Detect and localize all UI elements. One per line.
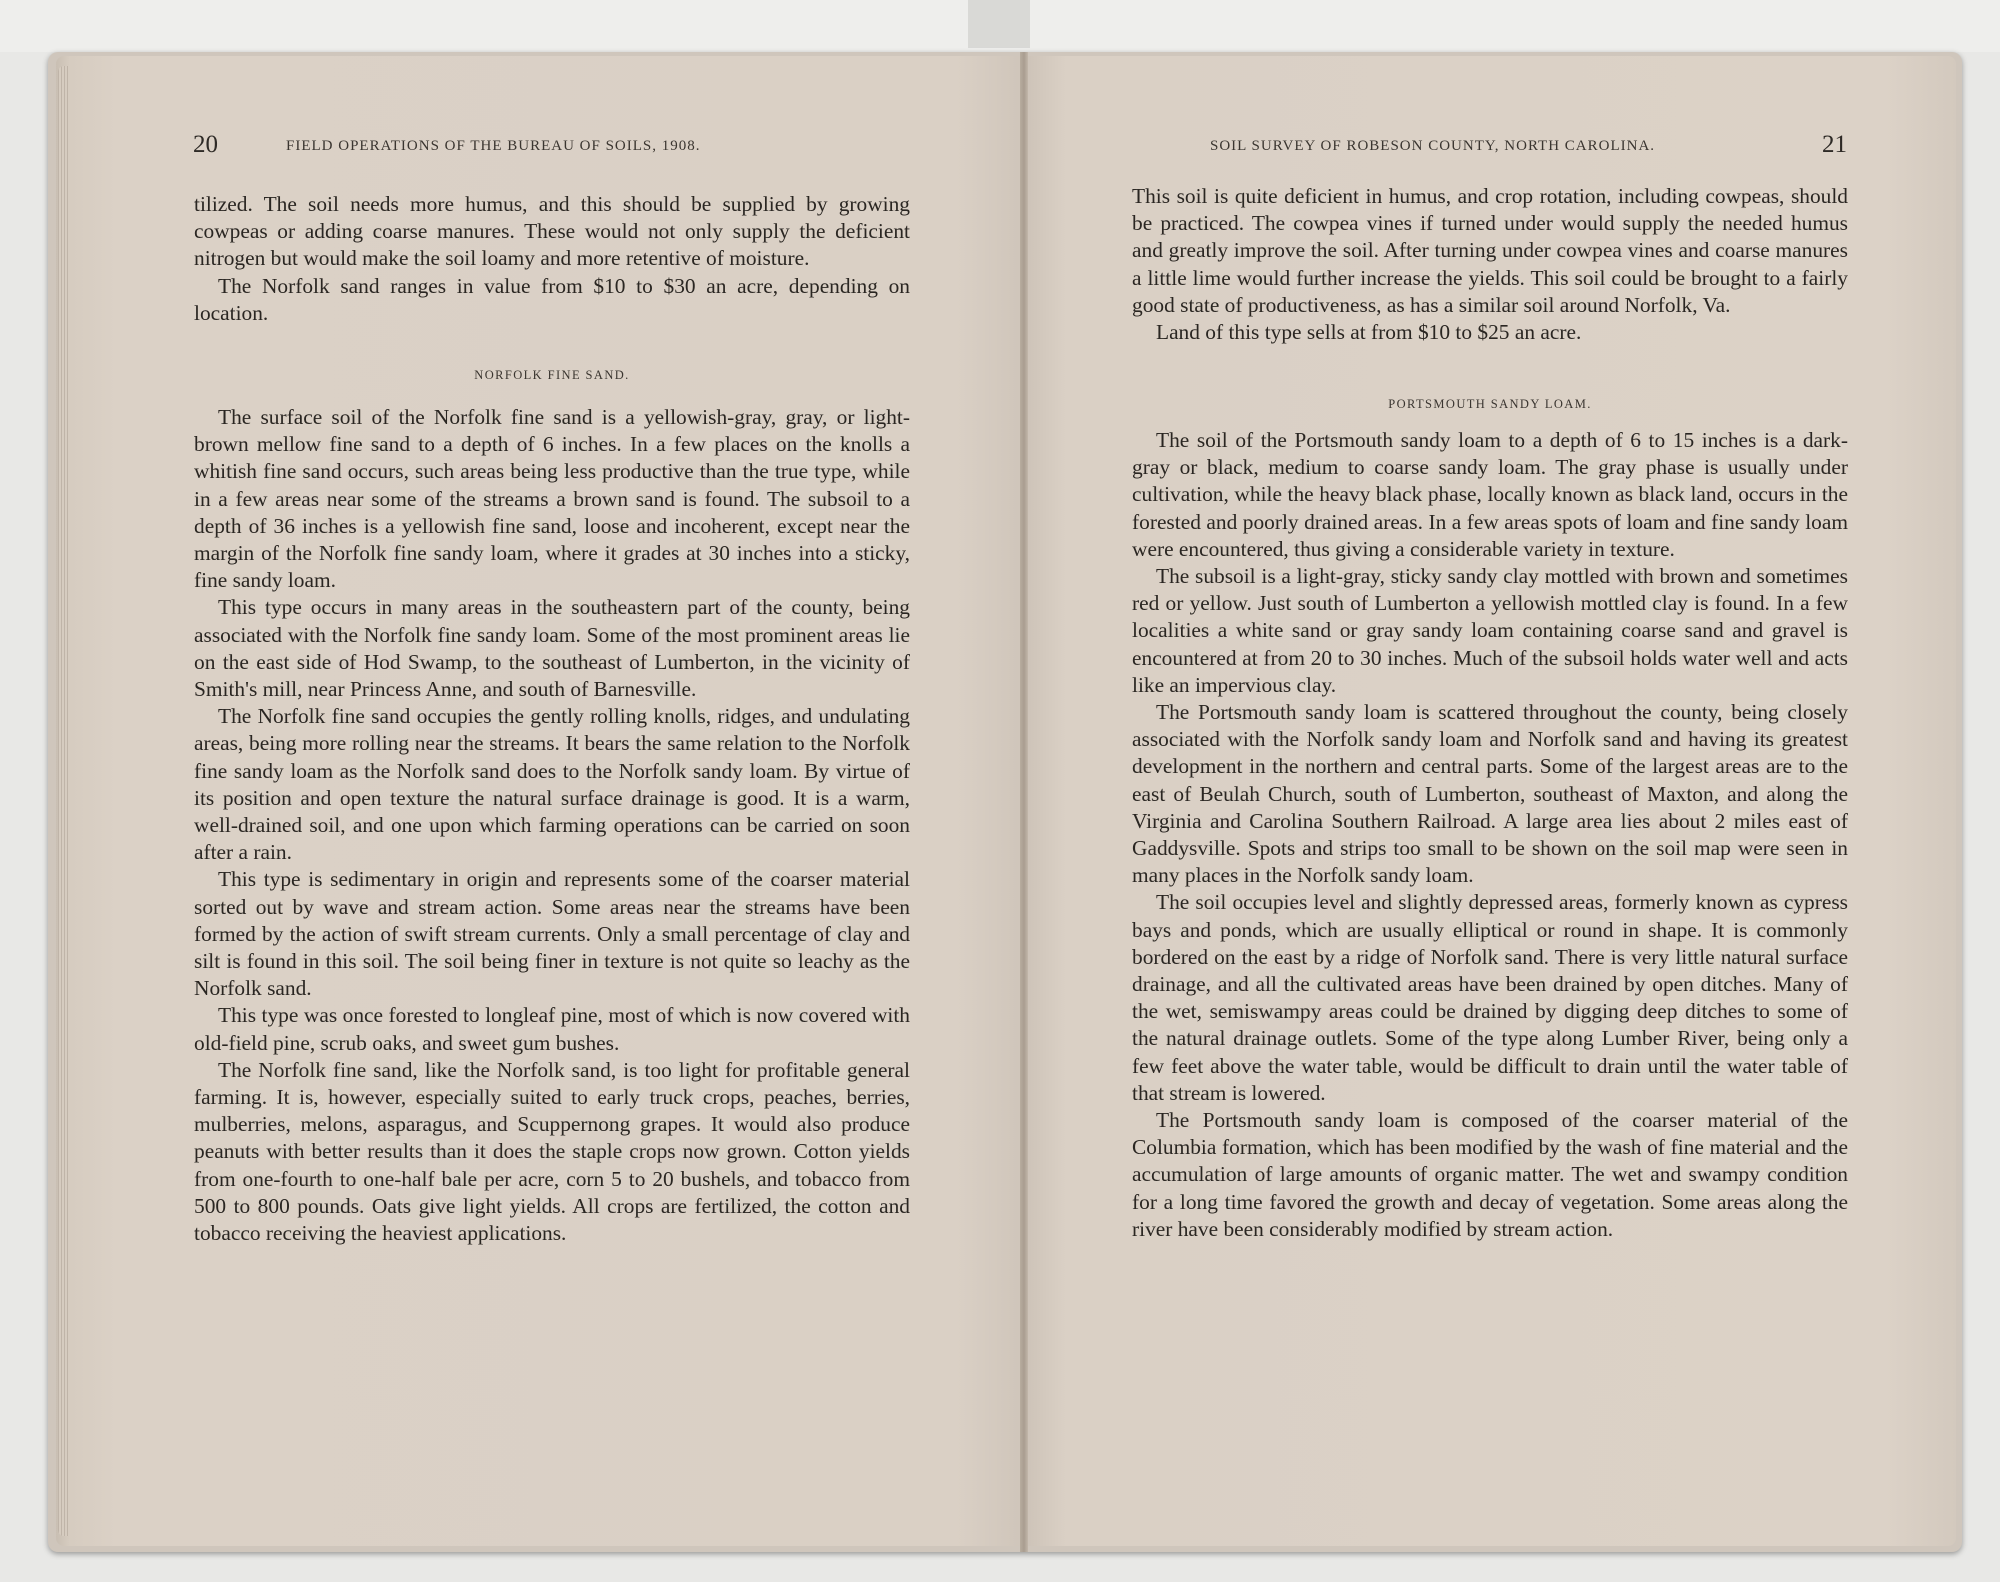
paragraph: The Norfolk fine sand occupies the gently rolling knolls, ridges, and undulating areas, being more rolling near the streams. It bears the same relation to the Norfolk fine sandy loam as the Norfolk sand does to the Norfolk sandy loam. By virtue of its position and open texture the natural surface drainage is good. It is a warm, well-drained soil, and one upon which farming operations can be carried on soon after a rain. <box>194 704 910 865</box>
left-top-text <box>194 191 910 327</box>
left-section-heading: NORFOLK FINE SAND. <box>474 368 630 382</box>
paragraph: tilized. The soil needs more humus, and this should be supplied by growing cowpeas or adding coarse manures. These would not only supply the deficient nitrogen but would make the soil loamy and more retentive of moisture. <box>194 192 910 271</box>
paragraph: The soil of the Portsmouth sandy loam to a depth of 6 to 15 inches is a dark-gray or black, medium to coarse sandy loam. The gray phase is usually under cultivation, while the heavy black phase, locally known as black land, occurs in the forested and poorly drained areas. In a few areas spots of loam and fine sandy loam were encountered, thus giving a considerable variety in texture. <box>1132 428 1848 561</box>
right-running-head: SOIL SURVEY OF ROBESON COUNTY, NORTH CAROLINA. <box>1210 138 1656 154</box>
paragraph: Land of this type sells at from $10 to $25 an acre. <box>1156 320 1582 345</box>
paragraph: The Norfolk sand ranges in value from $10 to $30 an acre, depending on location. <box>194 273 910 325</box>
left-section-text <box>194 404 910 1247</box>
left-running-head: FIELD OPERATIONS OF THE BUREAU OF SOILS, 1908. <box>286 138 701 154</box>
page-stack-edge <box>58 66 70 1536</box>
scan-holder-tab <box>968 0 1030 48</box>
left-page-number: 20 <box>193 131 218 158</box>
right-top-text <box>1132 183 1848 346</box>
paragraph: The subsoil is a light-gray, sticky sandy clay mottled with brown and sometimes red or yellow. Just south of Lumberton a yellowish mottled clay is found. In a few localities a white sand or gray sandy loam containing coarse sand and gravel is encountered at from 20 to 30 inches. Much of the subsoil holds water well and acts like an impervious clay. <box>1132 564 1848 697</box>
paragraph: The surface soil of the Norfolk fine sand is a yellowish-gray, gray, or light-brown mellow fine sand to a depth of 6 inches. In a few places on the knolls a whitish fine sand occurs, such areas being less productive than the true type, while in a few areas near some of the streams a brown sand is found. The subsoil to a depth of 36 inches is a yellowish fine sand, loose and incoherent, except near the margin of the Norfolk fine sandy loam, where it grades at 30 inches into a sticky, fine sandy loam. <box>194 405 910 593</box>
book-gutter <box>1020 52 1028 1552</box>
paragraph: This soil is quite deficient in humus, and crop rotation, including cowpeas, should be practiced. The cowpea vines if turned under would supply the needed humus and greatly improve the soil. After turning under cowpea vines and coarse manures a little lime would further increase the yields. This soil could be brought to a fairly good state of productiveness, as has a similar soil around Norfolk, Va. <box>1132 184 1848 317</box>
paragraph: The Portsmouth sandy loam is scattered throughout the county, being closely associated with the Norfolk sandy loam and Norfolk sand and having its greatest development in the northern and central parts. Some of the largest areas are to the east of Beulah Church, south of Lumberton, southeast of Maxton, and along the Virginia and Carolina Southern Railroad. A large area lies about 2 miles east of Gaddysville. Spots and strips too small to be shown on the soil map were seen in many places in the Norfolk sandy loam. <box>1132 700 1848 888</box>
paragraph: The soil occupies level and slightly depressed areas, formerly known as cypress bays and ponds, which are usually elliptical or round in shape. It is commonly bordered on the east by a ridge of Norfolk sand. There is very little natural surface drainage, and all the cultivated areas have been drained by open ditches. Many of the wet, semiswampy areas could be drained by digging deep ditches to some of the natural drainage outlets. Some of the type along Lumber River, being only a few feet above the water table, would be difficult to drain until the water table of that stream is lowered. <box>1132 890 1848 1105</box>
paragraph: This type was once forested to longleaf pine, most of which is now covered with old-field pine, scrub oaks, and sweet gum bushes. <box>194 1003 910 1055</box>
paragraph: The Norfolk fine sand, like the Norfolk sand, is too light for profitable general farming. It is, however, especially suited to early truck crops, peaches, berries, mulberries, melons, asparagus, and Scuppernong grapes. It would also produce peanuts with better results than it does the staple crops now grown. Cotton yields from one-fourth to one-half bale per acre, corn 5 to 20 bushels, and tobacco from 500 to 800 pounds. Oats give light yields. All crops are fertilized, the cotton and tobacco receiving the heaviest applications. <box>194 1057 910 1246</box>
right-page-number: 21 <box>1822 131 1847 158</box>
paragraph: The Portsmouth sandy loam is composed of the coarser material of the Columbia formation, which has been modified by the wash of fine material and the accumulation of large amounts of organic matter. The wet and swampy condition for a long time favored the growth and decay of vegetation. Some areas along the river have been considerably modified by stream action. <box>1132 1108 1848 1241</box>
right-section-heading: PORTSMOUTH SANDY LOAM. <box>1388 397 1592 411</box>
right-section-text <box>1132 427 1848 1243</box>
paragraph: This type is sedimentary in origin and represents some of the coarser material sorted out by wave and stream action. Some areas near the streams have been formed by the action of swift stream currents. Only a small percentage of clay and silt is found in this soil. The soil being finer in texture is not quite so leachy as the Norfolk sand. <box>194 867 910 1001</box>
paragraph: This type occurs in many areas in the southeastern part of the county, being associated with the Norfolk fine sandy loam. Some of the most prominent areas lie on the east side of Hod Swamp, to the southeast of Lumberton, in the vicinity of Smith's mill, near Princess Anne, and south of Barnesville. <box>194 595 910 702</box>
